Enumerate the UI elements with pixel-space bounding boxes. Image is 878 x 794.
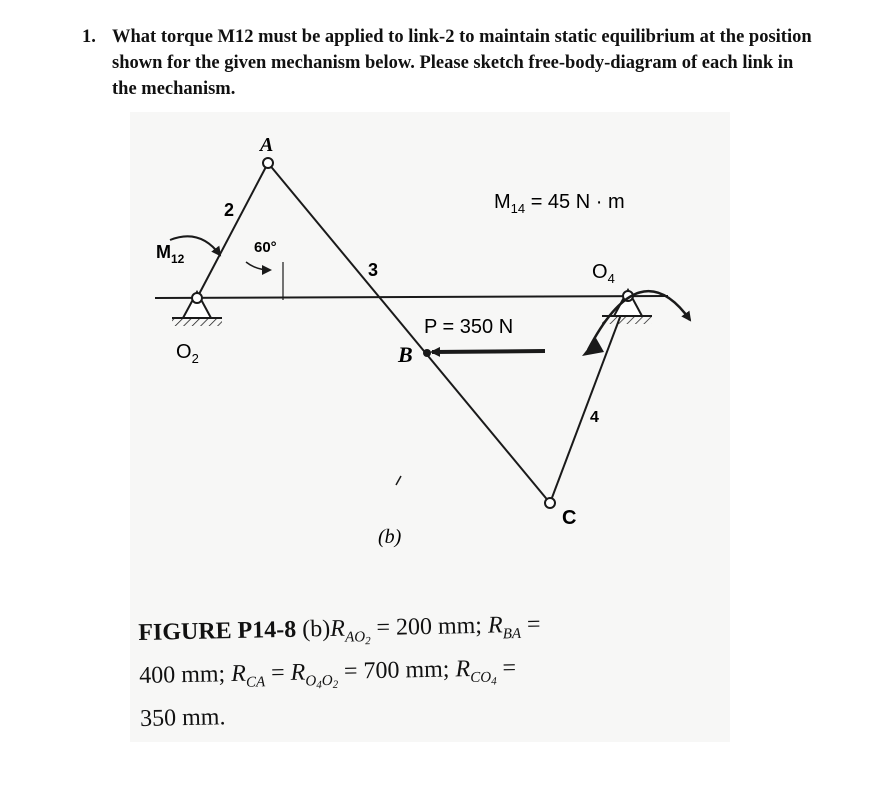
figure-caption <box>138 605 740 734</box>
label-B: B <box>398 342 413 367</box>
label-link-4: 4 <box>590 409 599 426</box>
question-text: What torque M12 must be applied to link-2 to maintain static equilibrium at the position shown for the given mechanism below. Please sketch free-body-diagram of each link in the mechanism. <box>112 27 812 99</box>
caption-line-2-a: 400 mm; <box>138 661 226 689</box>
label-A: A <box>260 134 274 156</box>
force-P-arrow <box>432 351 545 352</box>
caption-line-3: 350 mm. <box>139 704 226 732</box>
label-angle: 60° <box>254 239 277 256</box>
joint-A <box>263 158 273 168</box>
label-O2: $O_2$ <box>176 341 199 366</box>
joint-C <box>545 498 555 508</box>
label-M14: $M_{14} = 45$ N · m <box>494 191 625 216</box>
caption-line-1: FIGURE P14-8 $(b)R_{AO_2} = 200$ mm; $R_{BA}$ = <box>138 611 541 648</box>
label-link-2: 2 <box>224 200 235 220</box>
caption-line-1-tail: = 200 mm; <box>376 612 483 642</box>
caption-line-2: 400 mm; $R_{CA} = R_{O_4O_2} = 700$ mm; $R_{CO_4}$ = <box>138 655 517 692</box>
label-link-3: 3 <box>368 260 379 280</box>
ground-line <box>155 296 668 298</box>
joint-B <box>423 349 431 357</box>
link-4 <box>550 296 628 503</box>
link-2 <box>197 163 268 298</box>
label-part-b: (b) <box>378 526 402 548</box>
label-M12: $M_{12}$ <box>156 242 185 266</box>
stray-mark <box>396 476 401 485</box>
caption-figure-id: FIGURE P14-8 <box>138 616 297 646</box>
caption-line-2-b: = 700 mm; <box>343 656 450 685</box>
angle-arc <box>246 262 270 270</box>
label-force-P: P = 350 N <box>424 316 514 338</box>
question-number: 1. <box>82 27 96 47</box>
label-O4: $O_4$ <box>592 261 615 286</box>
caption-part: (b) <box>302 615 331 643</box>
label-C: C <box>562 507 577 529</box>
